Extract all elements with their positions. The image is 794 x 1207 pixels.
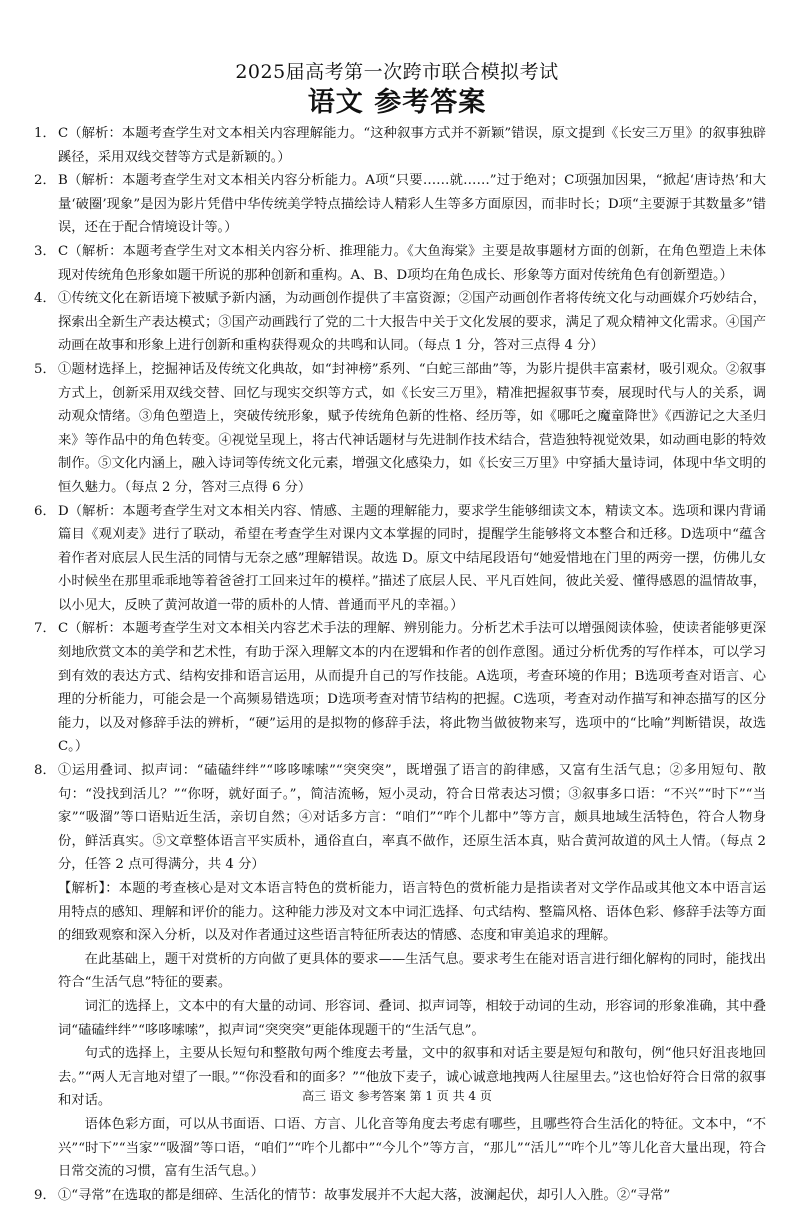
answer-item-3 <box>34 240 766 287</box>
item-text: C（解析：本题考查学生对文本相关内容理解能力。“这种叙事方式并不新颖”错误，原文提到《长安三万里》的叙事独辟蹊径，采用双线交替等方式是新颖的。） <box>58 126 766 165</box>
item-number: 6． <box>34 503 56 519</box>
answer-item-9 <box>34 1184 766 1207</box>
item-number: 4． <box>34 291 56 307</box>
answer-title: 语文 参考答案 <box>307 87 487 118</box>
item-text: ①“寻常”在选取的都是细碎、生活化的情节：故事发展并不大起大落，波澜起伏，却引人入胜。②“寻常” <box>58 1187 671 1203</box>
item-text: C（解析：本题考查学生对文本相关内容分析、推理能力。《大鱼海棠》主要是故事题材方面的创新，在角色塑造上未体现对传统角色形象如题干所说的那种创新和重构。A、B、D项均在角色成长、形象等方面对传统角色有创新塑造。） <box>58 243 766 283</box>
item-number: 7． <box>34 621 56 637</box>
answer-content <box>34 122 766 1207</box>
item-number: 1． <box>34 126 56 141</box>
item-text: B（解析：本题考查学生对文本相关内容分析能力。A项“只要……就……”过于绝对；C项强加因果，“掀起‘唐诗热’和大量‘破圈’现象”是因为影片凭借中华传统美学特点描绘诗人精彩人生等多方面原因，而非时长；D项“主要源于其数量多”错误，还在于配合情境设计等。） <box>58 173 766 236</box>
analysis-paragraph: 句式的选择上，主要从长短句和整散句两个维度去考量，文中的叙事和对话主要是短句和散句，例“他只好沮丧地回去。”“两人无言地对望了一眼。”“你没看和的面多？”“他放下麦子，诚心诚意地拽两人往屋里去。”这也恰好符合日常的叙事和对话。 <box>58 1046 766 1109</box>
item-number: 5． <box>34 361 56 377</box>
answer-item-7 <box>34 617 766 759</box>
item-text: ①题材选择上，挖掘神话及传统文化典故，如“封神榜”系列、“白蛇三部曲”等，为影片提供丰富素材，吸引观众。②叙事方式上，创新采用双线交替、回忆与现实交织等方式，如《长安三万里》，精准把握叙事节奏，展现时代与人的关系，调动观众情绪。③角色塑造上，突破传统形象，赋予传统角色新的性格、经历等，如《哪吒之魔童降世》《西游记之大圣归来》等作品中的角色转变。④视觉呈现上，将古代神话题材与先进制作技术结合，营造独特视觉效果，如动画电影的特效制作。⑤文化内涵上，融入诗词等传统文化元素，增强文化感染力，如《长安三万里》中穿插大量诗词，体现中华文明的恒久魅力。（每点 2 分，答对三点得 6 分） <box>58 361 766 495</box>
answer-item-1 <box>34 122 766 169</box>
item-number: 9． <box>34 1187 56 1203</box>
item-text: ①传统文化在新语境下被赋予新内涵，为动画创作提供了丰富资源；②国产动画创作者将传统文化与动画媒介巧妙结合，探索出全新生产表达模式；③国产动画践行了党的二十大报告中关于文化发展的要求，满足了观众精神文化需求。④国产动画在故事和形象上进行创新和重构获得观众的共鸣和认同。（每点 1 分，答对三点得 4 分） <box>58 291 766 354</box>
answer-item-8 <box>34 759 766 1184</box>
answer-item-2 <box>34 169 766 240</box>
page-footer: 高三 语文 参考答案 第 1 页 共 4 页 <box>302 1089 492 1103</box>
answer-item-6 <box>34 500 766 618</box>
item-number: 3． <box>34 243 56 259</box>
item-number: 8． <box>34 763 56 779</box>
exam-title: 2025届高考第一次跨市联合模拟考试 <box>235 61 559 83</box>
analysis-paragraph: 语体色彩方面，可以从书面语、口语、方言、儿化音等角度去考虑有哪些，且哪些符合生活化的特征。文本中，“不兴”“时下”“当家”“吸溜”等口语，“咱们”“咋个儿都中”“今儿个”等方言，“那儿”“活儿”“咋个儿”等儿化音大量出现，符合日常交流的习惯，富有生活气息。） <box>58 1116 766 1180</box>
answer-item-5 <box>34 358 766 500</box>
analysis-paragraph: 在此基础上，题干对赏析的方向做了更具体的要求——生活气息。要求考生在能对语言进行细化解构的同时，能找出符合“生活气息”特征的要素。 <box>58 951 766 991</box>
analysis-intro: 【解析】：本题的考查核心是对文本语言特色的赏析能力，语言特色的赏析能力是指读者对文学作品或其他文本中语言运用特点的感知、理解和评价的能力。这种能力涉及对文本中词汇选择、句式结构、整篇风格、语体色彩、修辞手法等方面的细致观察和深入分析，以及对作者通过这些语言特征所表达的情感、态度和审美追求的理解。 <box>58 881 766 944</box>
analysis-paragraph: 词汇的选择上，文本中的有大量的动词、形容词、叠词、拟声词等，相较于动词的生动，形容词的形象准确，其中叠词“磕磕绊绊”“哆哆嗦嗦”，拟声词“突突突”更能体现题干的“生活气息”。 <box>58 998 766 1038</box>
answer-item-4 <box>34 287 766 358</box>
item-text: D（解析：本题考查学生对文本相关内容、情感、主题的理解能力，要求学生能够细读文本，精读文本。选项和课内背诵篇目《观刈麦》进行了联动，希望在考查学生对课内文本掌握的同时，提醒学生能够将文本整合和迁移。D选项中“蕴含着作者对底层人民生活的同情与无奈之感”理解错误。故选 D。原文中结尾段语句“她爱惜地在门里的两旁一摆，仿佛儿女小时候坐在那里乖乖地等着爸爸打工回来过年的模样。”描述了底层人民、平凡百姓间，彼此关爱、懂得感恩的温情故事，以小见大，反映了黄河故道一带的质朴的人情、普通而平凡的幸福。） <box>58 503 766 613</box>
item-text: ①运用叠词、拟声词：“磕磕绊绊”“哆哆嗦嗦”“突突突”，既增强了语言的韵律感，又富有生活气息；②多用短句、散句：“没找到活儿？”“你呀，就好面子。”，简洁流畅，短小灵动，符合日常表达习惯；③叙事多口语：“不兴”“时下”“当家”“吸溜”等口语贴近生活，亲切自然；④对话多方言：“咱们”“咋个儿都中”等方言，颇具地域生活特色，符合人物身份，鲜活真实。⑤文章整体语言平实质朴，通俗直白，率真不做作，还原生活本真，贴合黄河故道的风土人情。（每点 2 分，任答 2 点可得满分，共 4 分） <box>58 763 766 873</box>
item-number: 2． <box>34 173 56 189</box>
item-text: C（解析：本题考查学生对文本相关内容艺术手法的理解、辨别能力。分析艺术手法可以增强阅读体验，使读者能够更深刻地欣赏文本的美学和艺术性，有助于深入理解文本的内在逻辑和作者的创作意图。通过分析优秀的写作样本，可以学习到有效的表达方式、结构安排和语言运用，从而提升自己的写作技能。A选项，考查环境的作用；B选项考查对语言、心理的分析能力，可能会是一个高频易错选项；D选项考查对情节结构的把握。C选项，考查对动作描写和神态描写的区分能力，以及对修辞手法的辨析，“硬”运用的是拟物的修辞手法，将此物当做彼物来写，选项中的“比喻”判断错误，故选 C。） <box>58 621 766 755</box>
